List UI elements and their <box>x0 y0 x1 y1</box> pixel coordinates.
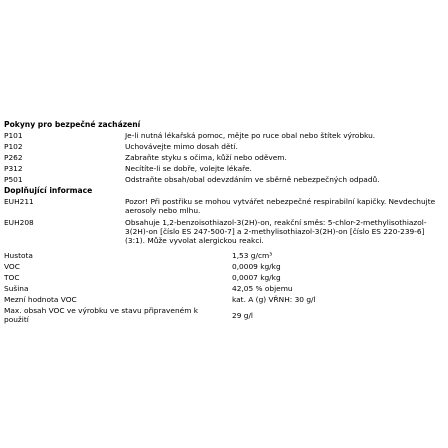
property-value: kat. A (g) VŘNH: 30 g/l <box>232 295 316 304</box>
property-value: 0,0009 kg/kg <box>232 262 281 271</box>
precaution-code: P312 <box>4 164 23 173</box>
property-label: Hustota <box>4 251 33 260</box>
property-value: 0,0007 kg/kg <box>232 273 281 282</box>
precaution-text: Odstraňte obsah/obal odevzdáním ve sběrně nebezpečných odpadů. <box>125 175 380 184</box>
property-value: 1,53 g/cm³ <box>232 251 273 260</box>
precaution-text: Necítíte-li se dobře, volejte lékaře. <box>125 164 252 173</box>
property-label: Mezní hodnota VOC <box>4 295 77 304</box>
precaution-code: P102 <box>4 142 23 151</box>
property-value: 42,05 % objemu <box>232 284 293 293</box>
euh-code: EUH211 <box>4 197 34 206</box>
precaution-text: Je-li nutná lékařská pomoc, mějte po ruce obal nebo štítek výrobku. <box>125 131 376 140</box>
euh-text: Pozor! Při postřiku se mohou vytvářet nebezpečné respirabilní kapičky. Nevdechujte aerosoly nebo mlhu. <box>125 197 436 215</box>
euh-text: Obsahuje 1,2-benzoisothiazol-3(2H)-on, reakční směs: 5-chlor-2-methylisothiazol-3(2H)-on [číslo ES 247-500-7] a 2-methylisothiazol-3(2H)-on [číslo ES 220-239-6] (3:1). Může vyvolat alergickou reakci. <box>125 218 427 245</box>
precaution-code: P262 <box>4 153 23 162</box>
property-value: 29 g/l <box>232 311 253 320</box>
precaution-code: P101 <box>4 131 23 140</box>
precaution-text: Zabraňte styku s očima, kůží nebo oděvem. <box>125 153 287 162</box>
property-label: Max. obsah VOC ve výrobku ve stavu připraveném k použití <box>4 306 199 324</box>
precaution-code: P501 <box>4 175 23 184</box>
precautionary-section-title: Pokyny pro bezpečné zacházení <box>4 120 141 129</box>
property-label: VOC <box>4 262 20 271</box>
euh-code: EUH208 <box>4 218 34 227</box>
property-label: TOC <box>4 273 20 282</box>
supplementary-section-title: Doplňující informace <box>4 186 93 195</box>
precaution-text: Uchovávejte mimo dosah dětí. <box>125 142 238 151</box>
property-label: Sušina <box>4 284 29 293</box>
